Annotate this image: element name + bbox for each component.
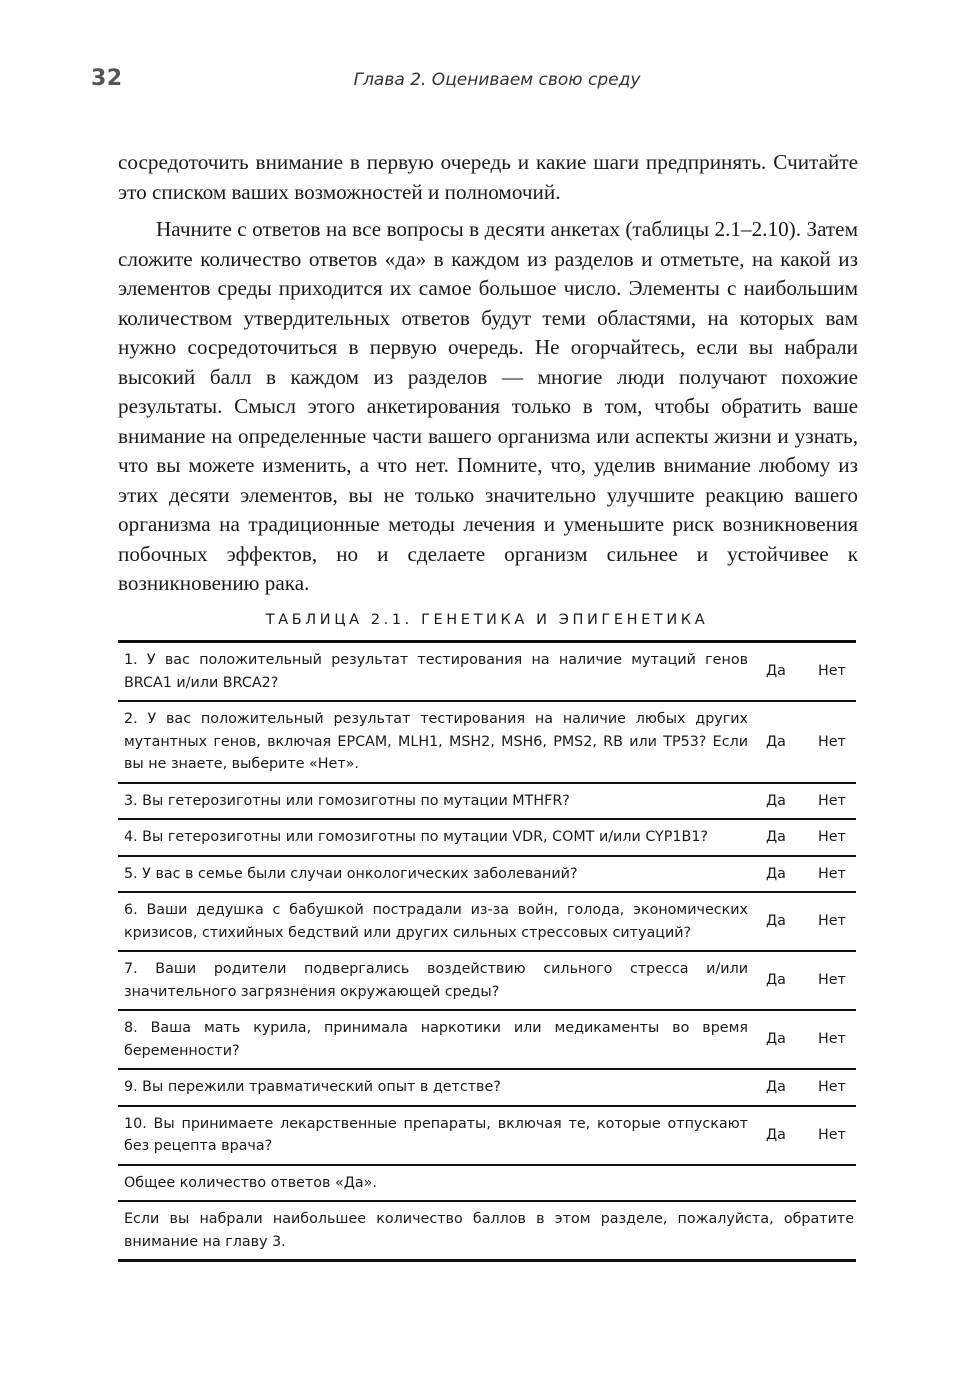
total-row: [118, 1165, 856, 1202]
answer-no[interactable]: Нет: [814, 1069, 856, 1106]
answer-no[interactable]: Нет: [814, 783, 856, 820]
answer-yes[interactable]: Да: [762, 642, 814, 702]
page-number: 32: [91, 66, 123, 91]
table-row: [118, 892, 856, 951]
running-title: Глава 2. Оцениваем свою среду: [353, 70, 641, 90]
table-row: [118, 819, 856, 856]
answer-no[interactable]: Нет: [814, 892, 856, 951]
paragraph-instructions: Начните с ответов на все вопросы в десяти анкетах (таблицы 2.1–2.10). Затем сложите количество ответов «да» в каждом из разделов и отметьте, на какой из элементов среды приходится их самое большое число. Элементы с наибольшим количеством утвердительных ответов будут теми областями, на которых вам нужно сосредоточиться в первую очередь. Не огорчайтесь, если вы набрали высокий балл в каждом из разделов — многие люди получают похожие результаты. Смысл этого анкетирования только в том, чтобы обратить ваше внимание на определенные части вашего организма или аспекты жизни и узнать, что вы можете изменить, а что нет. Помните, что, уделив внимание любому из этих десяти элементов, вы не только значительно улучшите реакцию вашего организма на традиционные методы лечения и уменьшите риск возникновения побочных эффектов, но и сделаете организм сильнее и устойчивее к возникновению рака.: [118, 217, 858, 595]
table-row: [118, 1010, 856, 1069]
answer-no[interactable]: Нет: [814, 819, 856, 856]
answer-no[interactable]: Нет: [814, 1010, 856, 1069]
question-text: 4. Вы гетерозиготны или гомозиготны по мутации VDR, COMT и/или CYP1B1?: [118, 819, 762, 856]
answer-yes[interactable]: Да: [762, 892, 814, 951]
footer-note-row: [118, 1201, 856, 1261]
table-caption: ТАБЛИЦА 2.1. ГЕНЕТИКА И ЭПИГЕНЕТИКА: [265, 612, 709, 628]
question-text: 9. Вы пережили травматический опыт в детстве?: [118, 1069, 762, 1106]
table-row: [118, 856, 856, 893]
answer-yes[interactable]: Да: [762, 783, 814, 820]
footer-note: Если вы набрали наибольшее количество баллов в этом разделе, пожалуйста, обратите внимание на главу 3.: [118, 1201, 856, 1261]
question-text: 5. У вас в семье были случаи онкологических заболеваний?: [118, 856, 762, 893]
question-text: 8. Ваша мать курила, принимала наркотики или медикаменты во время беременности?: [118, 1010, 762, 1069]
answer-no[interactable]: Нет: [814, 1106, 856, 1165]
answer-no[interactable]: Нет: [814, 701, 856, 783]
paragraph-continuation: сосредоточить внимание в первую очередь и какие шаги предпринять. Считайте это списком ваших возможностей и полномочий.: [118, 150, 858, 204]
question-text: 7. Ваши родители подвергались воздействию сильного стресса и/или значительного загрязнения окружающей среды?: [118, 951, 762, 1010]
answer-yes[interactable]: Да: [762, 1106, 814, 1165]
table-row: [118, 951, 856, 1010]
answer-no[interactable]: Нет: [814, 856, 856, 893]
answer-yes[interactable]: Да: [762, 1010, 814, 1069]
answer-no[interactable]: Нет: [814, 951, 856, 1010]
table-row: [118, 1069, 856, 1106]
table-row: [118, 701, 856, 783]
total-yes-label: Общее количество ответов «Да».: [118, 1165, 856, 1202]
answer-yes[interactable]: Да: [762, 856, 814, 893]
questionnaire-table: [118, 640, 856, 1262]
body-text: [118, 148, 858, 607]
question-text: 6. Ваши дедушка с бабушкой пострадали из-за войн, голода, экономических кризисов, стихийных бедствий или других сильных стрессовых ситуаций?: [118, 892, 762, 951]
table-row: [118, 1106, 856, 1165]
table-row: [118, 642, 856, 702]
answer-yes[interactable]: Да: [762, 951, 814, 1010]
answer-yes[interactable]: Да: [762, 1069, 814, 1106]
question-text: 3. Вы гетерозиготны или гомозиготны по мутации MTHFR?: [118, 783, 762, 820]
answer-yes[interactable]: Да: [762, 701, 814, 783]
answer-yes[interactable]: Да: [762, 819, 814, 856]
table-row: [118, 783, 856, 820]
question-text: 1. У вас положительный результат тестирования на наличие мутаций генов BRCA1 и/или BRCA2?: [118, 642, 762, 702]
question-text: 10. Вы принимаете лекарственные препараты, включая те, которые отпускают без рецепта врача?: [118, 1106, 762, 1165]
answer-no[interactable]: Нет: [814, 642, 856, 702]
question-text: 2. У вас положительный результат тестирования на наличие любых других мутантных генов, включая EPCAM, MLH1, MSH2, MSH6, PMS2, RB или TP53? Если вы не знаете, выберите «Нет».: [118, 701, 762, 783]
